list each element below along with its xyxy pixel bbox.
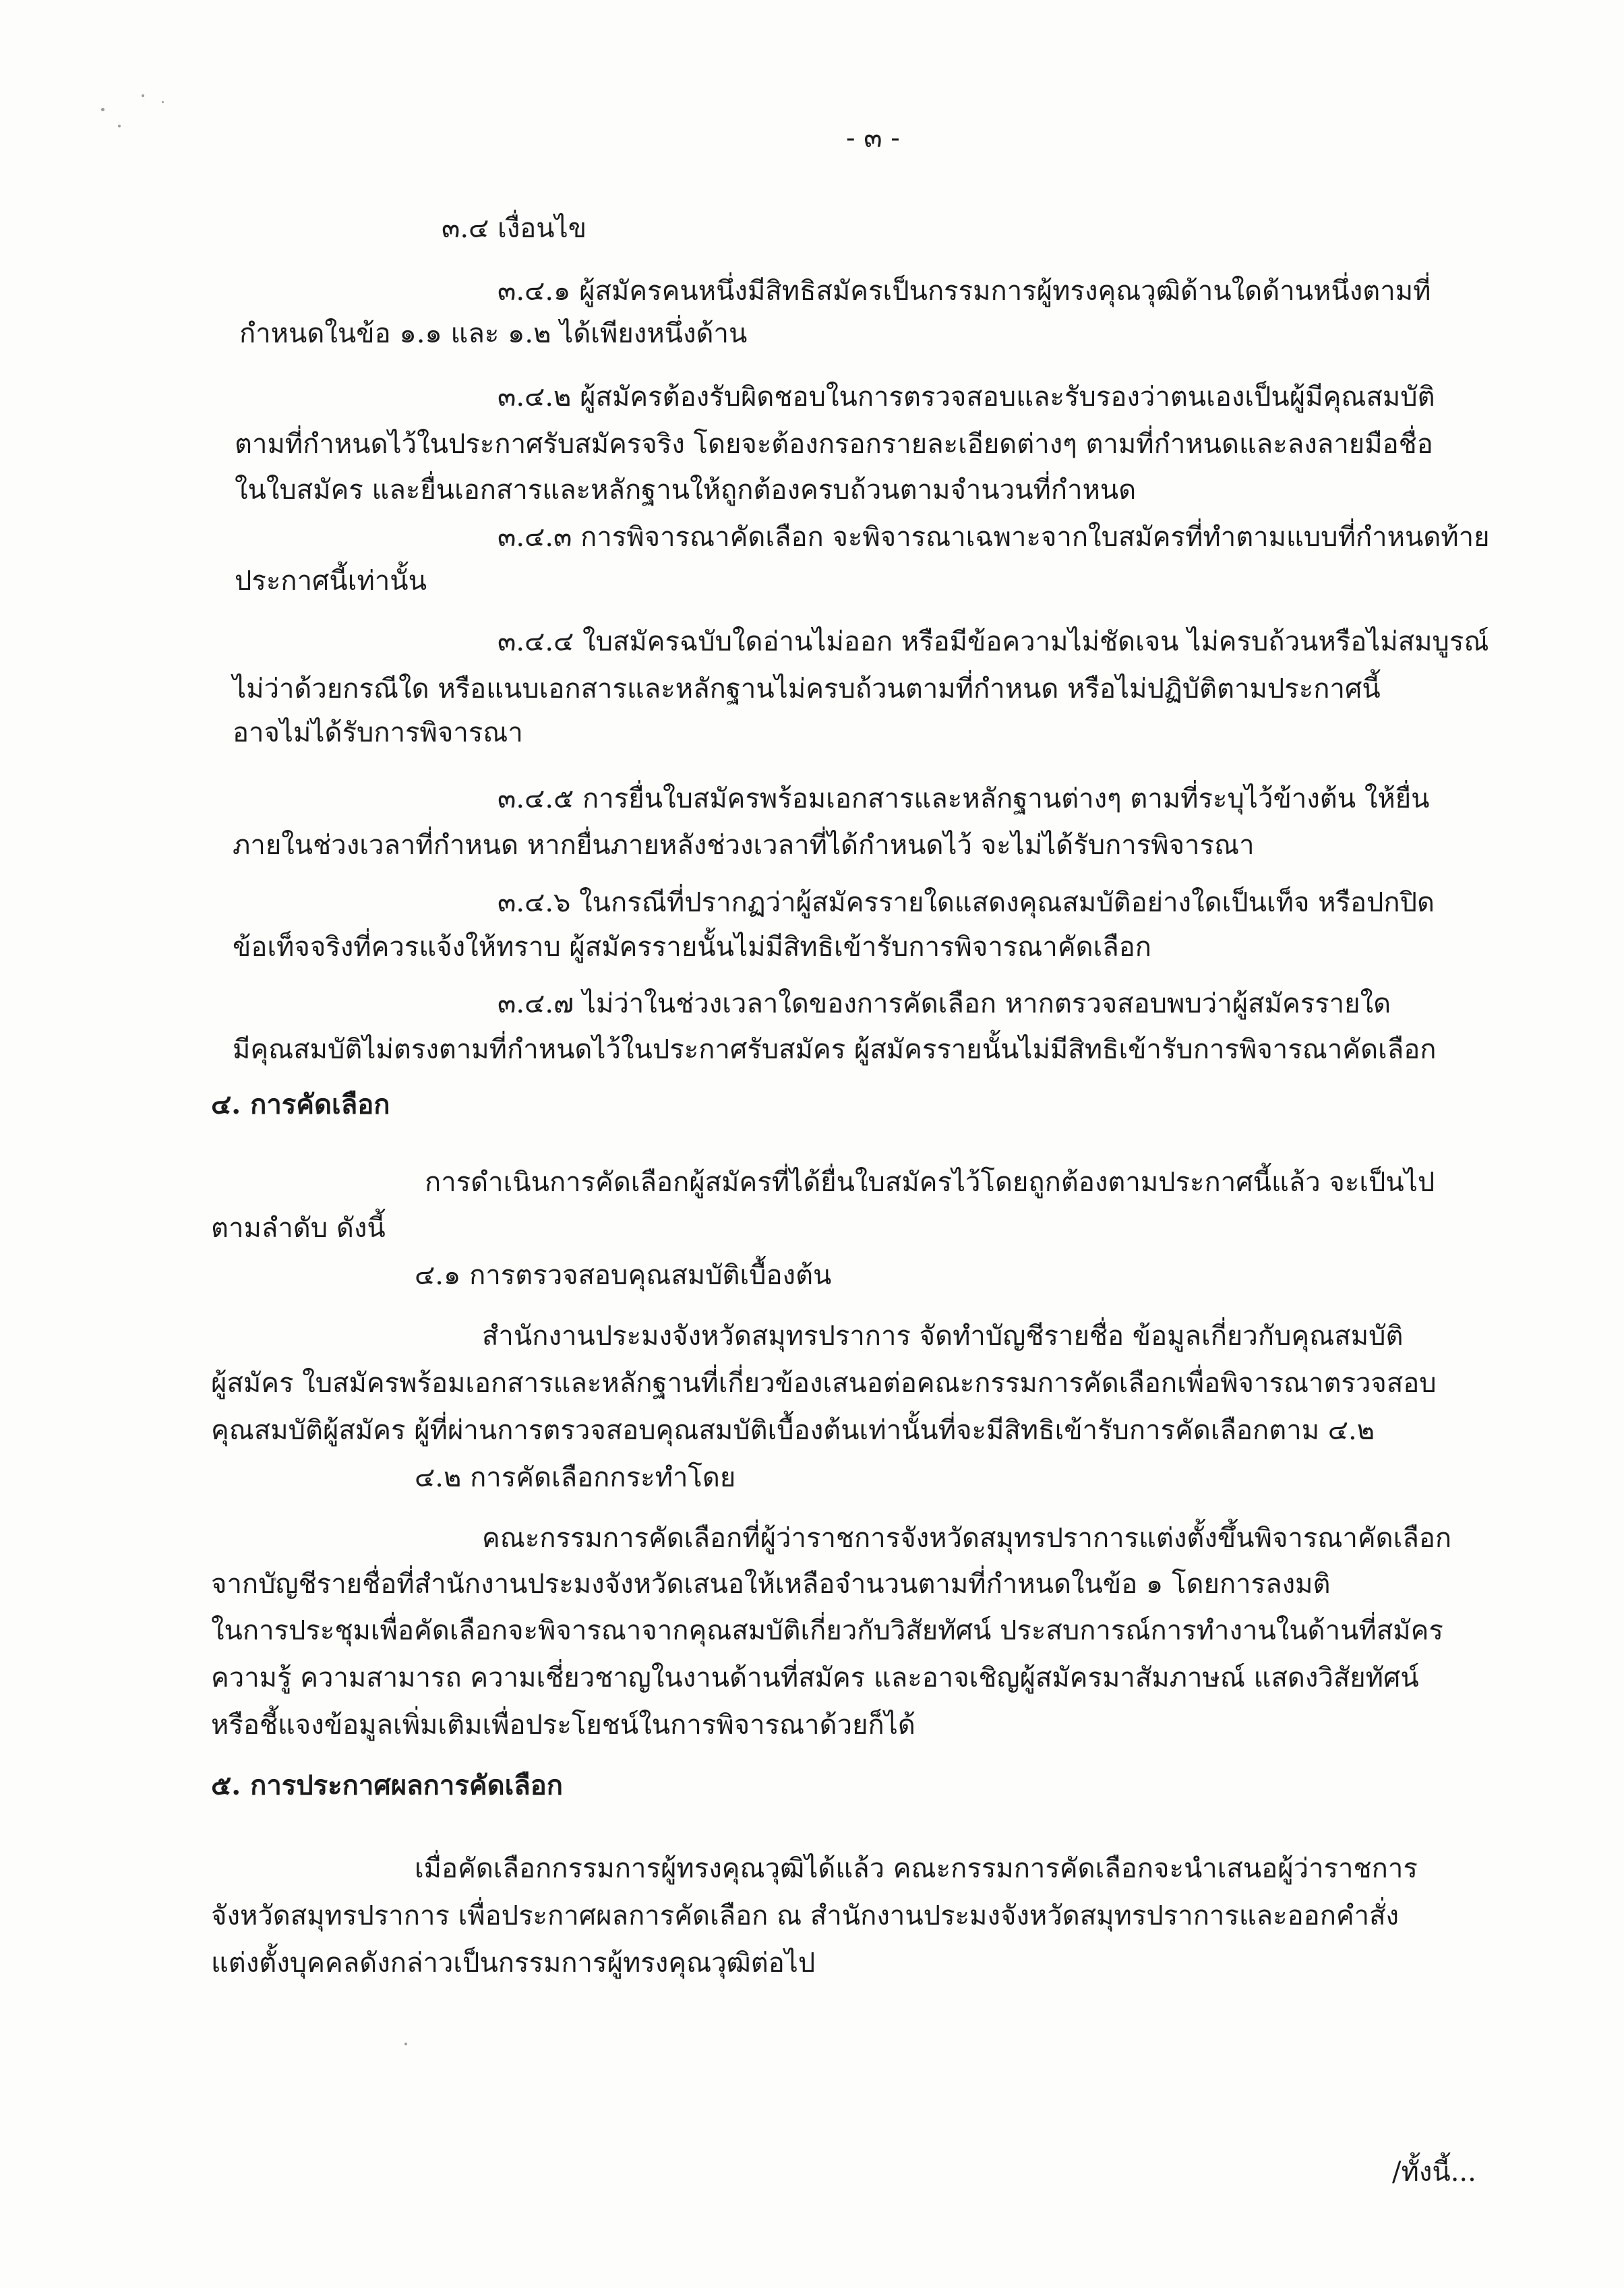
clause-line: ๓.๔.๔ ใบสมัครฉบับใดอ่านไม่ออก หรือมีข้อความไม่ชัดเจน ไม่ครบถ้วนหรือไม่สมบูรณ์: [498, 626, 1489, 657]
clause-line: ๓.๔.๖ ในกรณีที่ปรากฏว่าผู้สมัครรายใดแสดงคุณสมบัติอย่างใดเป็นเท็จ หรือปกปิด: [498, 887, 1435, 918]
paragraph-line: คุณสมบัติผู้สมัคร ผู้ที่ผ่านการตรวจสอบคุณสมบัติเบื้องต้นเท่านั้นที่จะมีสิทธิเข้ารับการคัดเลือกตาม ๔.๒: [211, 1415, 1375, 1446]
paragraph-line: หรือชี้แจงข้อมูลเพิ่มเติมเพื่อประโยชน์ในการพิจารณาด้วยก็ได้: [211, 1710, 915, 1741]
paragraph-line: จากบัญชีรายชื่อที่สำนักงานประมงจังหวัดเสนอให้เหลือจำนวนตามที่กำหนดในข้อ ๑ โดยการลงมติ: [211, 1569, 1331, 1600]
scan-speck: [118, 125, 121, 127]
continuation-marker: /ทั้งนี้...: [1392, 2157, 1476, 2188]
paragraph-line: แต่งตั้งบุคคลดังกล่าวเป็นกรรมการผู้ทรงคุณวุฒิต่อไป: [211, 1948, 816, 1979]
paragraph-line: ตามลำดับ ดังนี้: [211, 1213, 386, 1244]
clause-line: ข้อเท็จจริงที่ควรแจ้งให้ทราบ ผู้สมัครรายนั้นไม่มีสิทธิเข้ารับการพิจารณาคัดเลือก: [233, 932, 1152, 963]
page-number: - ๓ -: [846, 123, 900, 154]
clause-line: ตามที่กำหนดไว้ในประกาศรับสมัครจริง โดยจะต้องกรอกรายละเอียดต่างๆ ตามที่กำหนดและลงลายมือชื่อ: [235, 429, 1433, 460]
paragraph-line: คณะกรรมการคัดเลือกที่ผู้ว่าราชการจังหวัดสมุทรปราการแต่งตั้งขึ้นพิจารณาคัดเลือก: [482, 1523, 1452, 1554]
clause-line: ในใบสมัคร และยื่นเอกสารและหลักฐานให้ถูกต้องครบถ้วนตามจำนวนที่กำหนด: [235, 475, 1137, 506]
scan-speck: [142, 94, 144, 97]
paragraph-line: เมื่อคัดเลือกกรรมการผู้ทรงคุณวุฒิได้แล้ว คณะกรรมการคัดเลือกจะนำเสนอผู้ว่าราชการ: [415, 1853, 1418, 1884]
scan-speck: [162, 101, 164, 103]
paragraph-line: ผู้สมัคร ใบสมัครพร้อมเอกสารและหลักฐานที่เกี่ยวข้องเสนอต่อคณะกรรมการคัดเลือกเพื่อพิจารณาตรวจสอบ: [211, 1368, 1437, 1399]
clause-line: ๓.๔.๑ ผู้สมัครคนหนึ่งมีสิทธิสมัครเป็นกรรมการผู้ทรงคุณวุฒิด้านใดด้านหนึ่งตามที่: [498, 276, 1431, 307]
paragraph-line: การดำเนินการคัดเลือกผู้สมัครที่ได้ยื่นใบสมัครไว้โดยถูกต้องตามประกาศนี้แล้ว จะเป็นไป: [425, 1167, 1435, 1198]
clause-line: ๓.๔.๒ ผู้สมัครต้องรับผิดชอบในการตรวจสอบและรับรองว่าตนเองเป็นผู้มีคุณสมบัติ: [498, 382, 1435, 413]
clause-line: ๓.๔.๗ ไม่ว่าในช่วงเวลาใดของการคัดเลือก หากตรวจสอบพบว่าผู้สมัครรายใด: [498, 988, 1391, 1019]
clause-line: อาจไม่ได้รับการพิจารณา: [233, 717, 523, 748]
clause-line: กำหนดในข้อ ๑.๑ และ ๑.๒ ได้เพียงหนึ่งด้าน: [239, 318, 748, 349]
paragraph-line: ความรู้ ความสามารถ ความเชี่ยวชาญในงานด้านที่สมัคร และอาจเชิญผู้สมัครมาสัมภาษณ์ แสดงวิสัยทัศน์: [211, 1662, 1419, 1693]
paragraph-line: ในการประชุมเพื่อคัดเลือกจะพิจารณาจากคุณสมบัติเกี่ยวกับวิสัยทัศน์ ประสบการณ์การทำงานในด้านที่สมัคร: [211, 1615, 1443, 1646]
clause-line: มีคุณสมบัติไม่ตรงตามที่กำหนดไว้ในประกาศรับสมัคร ผู้สมัครรายนั้นไม่มีสิทธิเข้ารับการพิจารณาคัดเลือก: [233, 1034, 1437, 1065]
scan-speck: [101, 108, 104, 111]
clause-line: ภายในช่วงเวลาที่กำหนด หากยื่นภายหลังช่วงเวลาที่ได้กำหนดไว้ จะไม่ได้รับการพิจารณา: [233, 830, 1255, 861]
clause-line: ๓.๔.๕ การยื่นใบสมัครพร้อมเอกสารและหลักฐานต่างๆ ตามที่ระบุไว้ข้างต้น ให้ยื่น: [498, 783, 1430, 814]
clause-line: ประกาศนี้เท่านั้น: [235, 566, 427, 597]
section-heading: ๔. การคัดเลือก: [211, 1089, 390, 1120]
subsection-heading: ๓.๔ เงื่อนไข: [442, 213, 587, 244]
clause-line: ไม่ว่าด้วยกรณีใด หรือแนบเอกสารและหลักฐานไม่ครบถ้วนตามที่กำหนด หรือไม่ปฏิบัติตามประกาศนี้: [233, 673, 1381, 704]
paragraph-line: จังหวัดสมุทรปราการ เพื่อประกาศผลการคัดเลือก ณ สำนักงานประมงจังหวัดสมุทรปราการและออกคำสั่ง: [211, 1900, 1400, 1931]
subsection-heading: ๔.๑ การตรวจสอบคุณสมบัติเบื้องต้น: [415, 1260, 832, 1291]
subsection-heading: ๔.๒ การคัดเลือกกระทำโดย: [415, 1462, 736, 1493]
paragraph-line: สำนักงานประมงจังหวัดสมุทรปราการ จัดทำบัญชีรายชื่อ ข้อมูลเกี่ยวกับคุณสมบัติ: [482, 1321, 1404, 1352]
section-heading: ๕. การประกาศผลการคัดเลือก: [211, 1770, 563, 1801]
scan-speck: [404, 2043, 407, 2045]
clause-line: ๓.๔.๓ การพิจารณาคัดเลือก จะพิจารณาเฉพาะจากใบสมัครที่ทำตามแบบที่กำหนดท้าย: [498, 522, 1490, 553]
